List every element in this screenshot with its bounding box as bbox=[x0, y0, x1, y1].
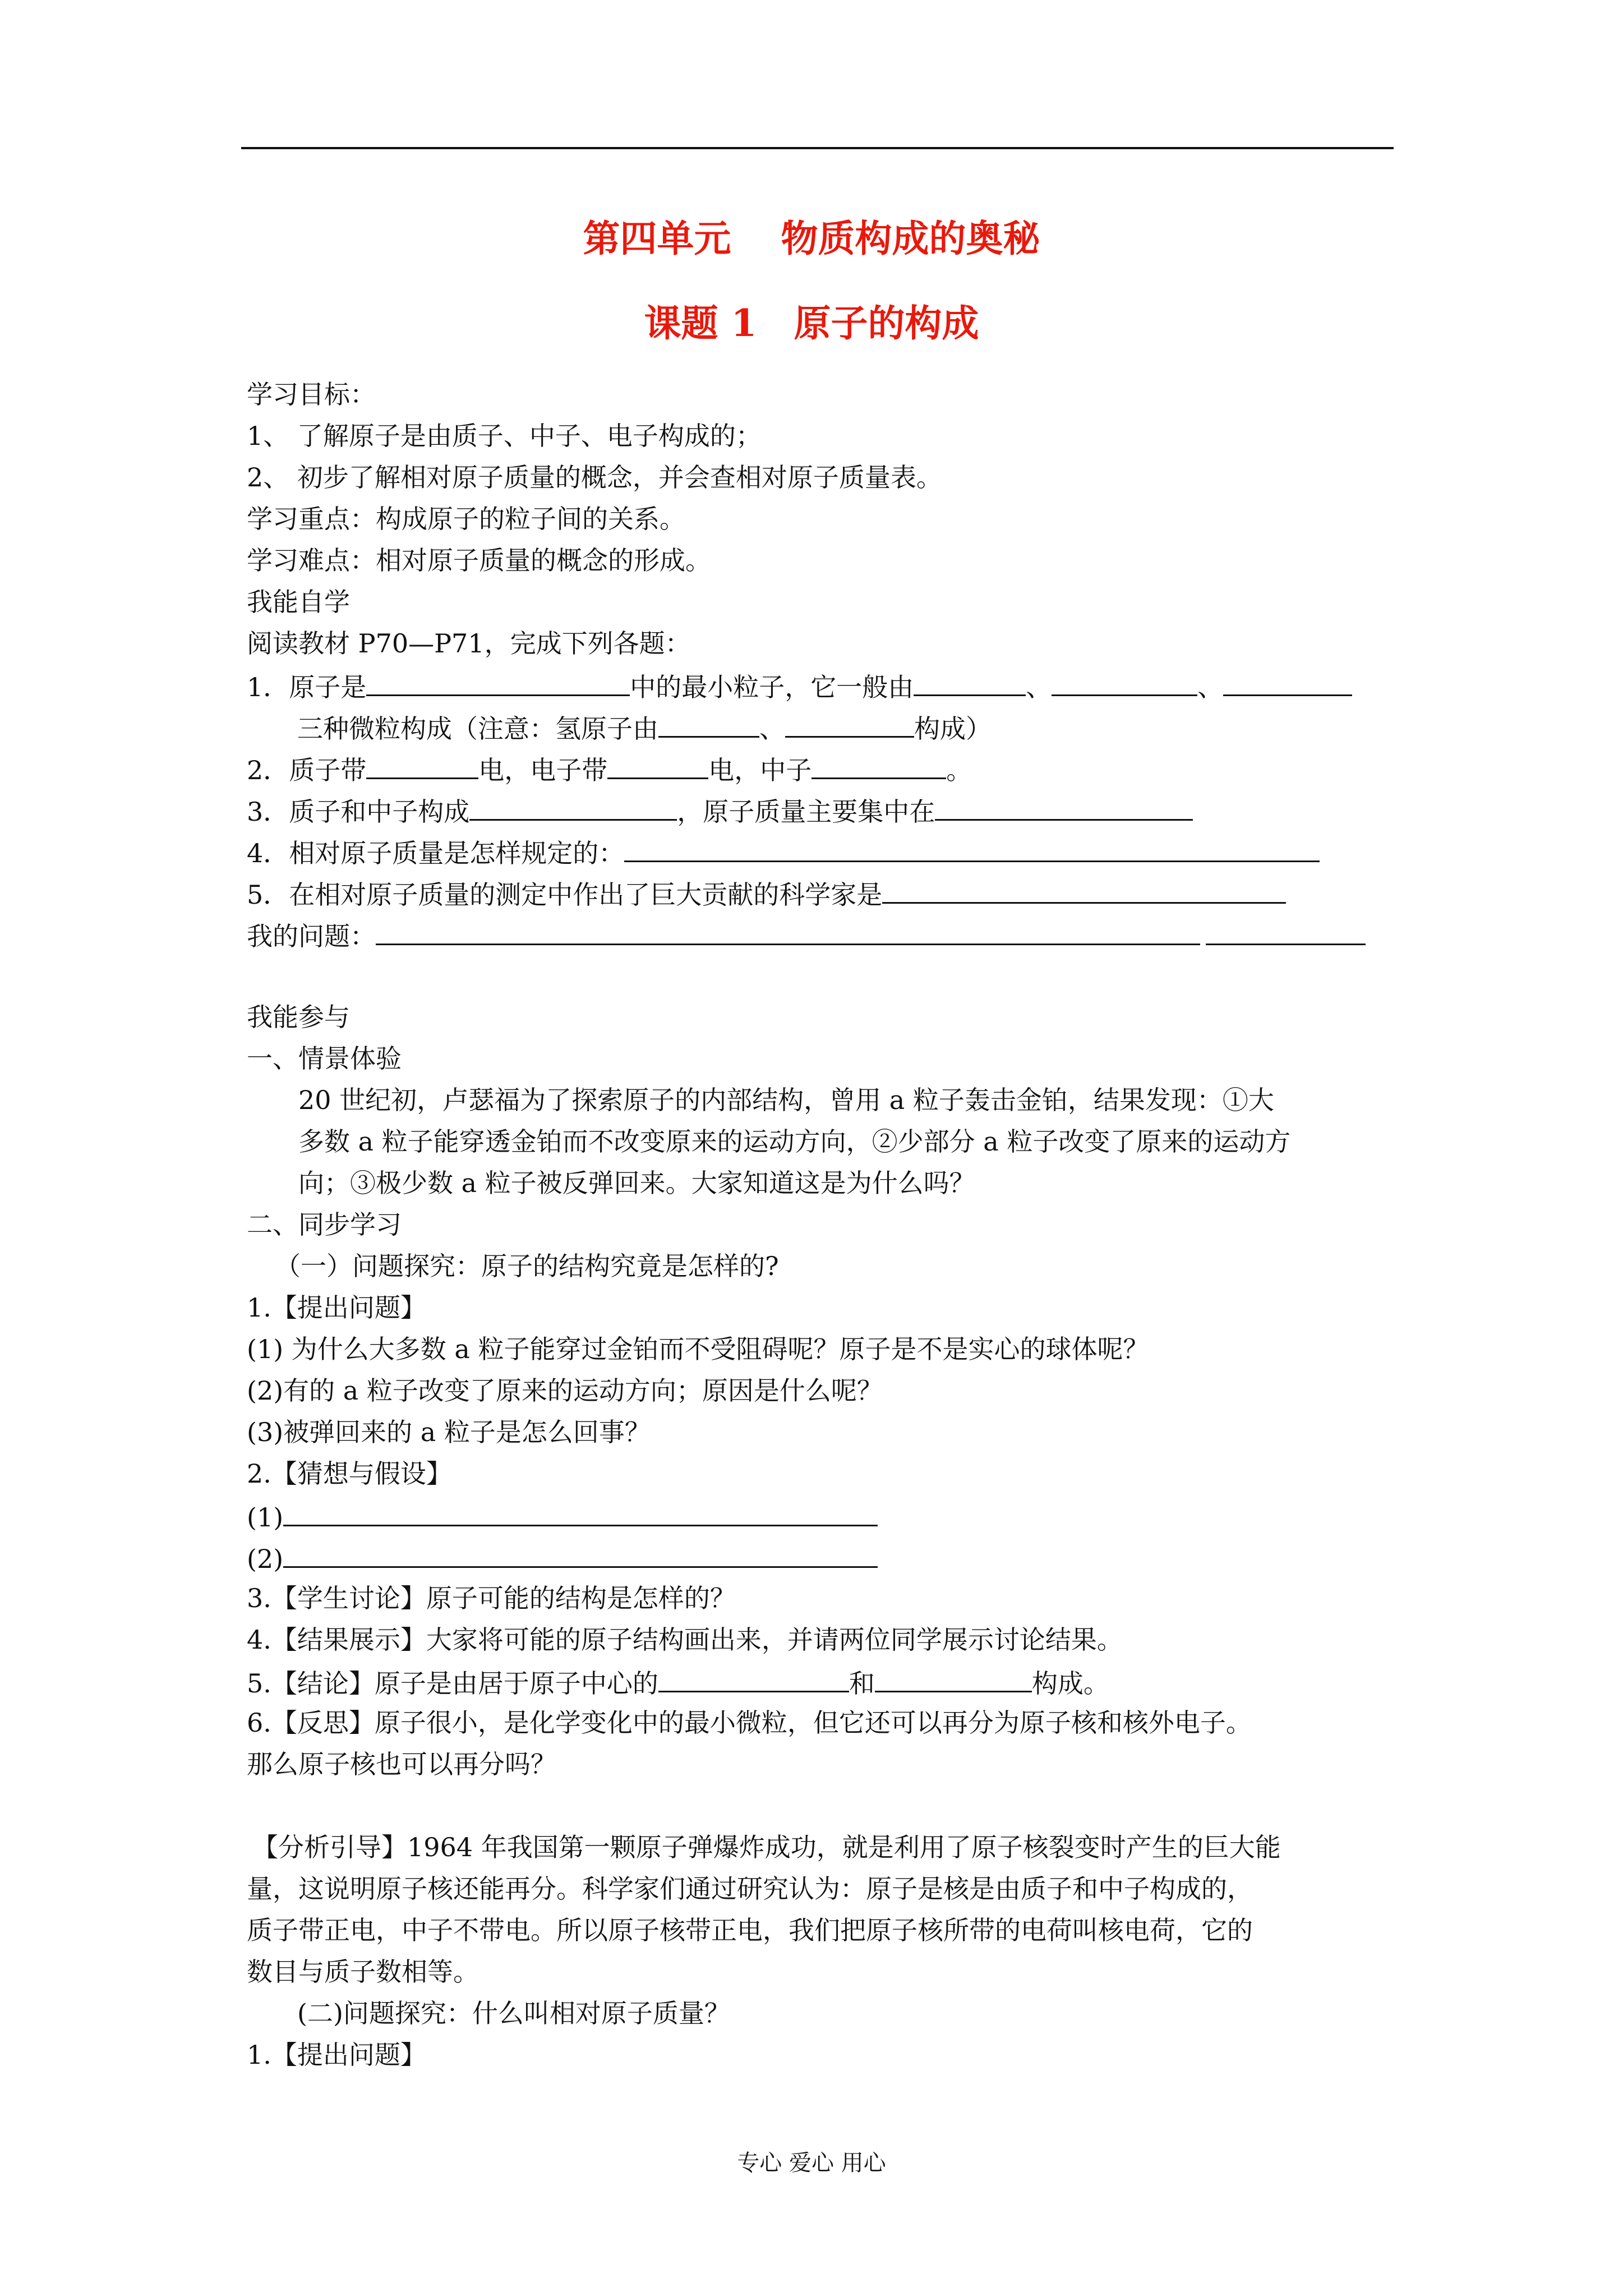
q2-text-a: 2．质子带 bbox=[247, 755, 367, 785]
blank-q1-1[interactable] bbox=[366, 670, 630, 696]
question-2 bbox=[247, 753, 972, 786]
q1-text-c: 、 bbox=[1026, 672, 1052, 702]
unit-title: 第四单元 物质构成的奥秘 bbox=[583, 217, 1040, 260]
q2-text-b: 电，电子带 bbox=[478, 755, 608, 785]
inquiry-2: (二)问题探究：什么叫相对原子质量？ bbox=[297, 1998, 730, 2028]
analysis-line-3: 质子带正电，中子不带电。所以原子核带正电，我们把原子核所带的电荷叫核电荷，它的 bbox=[247, 1915, 1253, 1945]
step-3: 3.【学生讨论】原子可能的结构是怎样的？ bbox=[247, 1583, 736, 1613]
page-footer: 专心 爱心 用心 bbox=[737, 2150, 886, 2176]
q2-text-c: 电，中子 bbox=[708, 755, 812, 785]
difficulty: 学习难点：相对原子质量的概念的形成。 bbox=[247, 545, 711, 576]
question-4 bbox=[247, 836, 1320, 869]
q1-text-b: 中的最小粒子，它一般由 bbox=[630, 672, 914, 702]
question-1-cont bbox=[297, 711, 992, 744]
q4-text-a: 4．相对原子质量是怎样规定的： bbox=[247, 838, 625, 868]
header-rule bbox=[241, 147, 1394, 149]
blank-my-question-2[interactable] bbox=[1206, 919, 1366, 945]
section-sync: 二、同步学习 bbox=[247, 1209, 402, 1240]
q1-text-g: 构成） bbox=[914, 714, 992, 744]
blank-conclusion-1[interactable] bbox=[658, 1666, 849, 1692]
step-5-text-a: 5.【结论】原子是由居于原子中心的 bbox=[247, 1668, 658, 1699]
self-study-heading: 我能自学 bbox=[247, 587, 350, 617]
question-3 bbox=[247, 794, 1193, 827]
q1-text-f: 、 bbox=[759, 714, 785, 744]
step-1b-heading: 1.【提出问题】 bbox=[247, 2040, 426, 2070]
blank-q3-2[interactable] bbox=[935, 794, 1193, 821]
blank-hypothesis-2[interactable] bbox=[283, 1542, 878, 1568]
inquiry-1: （一）问题探究：原子的结构究竟是怎样的? bbox=[275, 1251, 779, 1281]
participate-heading: 我能参与 bbox=[247, 1002, 350, 1032]
blank-q3-1[interactable] bbox=[469, 794, 677, 821]
q3-text-b: ，原子质量主要集中在 bbox=[677, 797, 935, 827]
blank-q2-3[interactable] bbox=[811, 753, 946, 779]
blank-conclusion-2[interactable] bbox=[875, 1666, 1032, 1692]
step-5-text-c: 构成。 bbox=[1031, 1668, 1109, 1699]
question-1 bbox=[247, 670, 1352, 703]
step-6-line-1: 6.【反思】原子很小，是化学变化中的最小微粒，但它还可以再分为原子核和核外电子。 bbox=[247, 1708, 1252, 1738]
hypothesis-2 bbox=[247, 1542, 878, 1575]
q5-text-a: 5．在相对原子质量的测定中作出了巨大贡献的科学家是 bbox=[247, 880, 883, 910]
my-question-label: 我的问题： bbox=[247, 921, 376, 951]
q1-text-e: 三种微粒构成（注意：氢原子由 bbox=[297, 714, 658, 744]
step-1-q3: (3)被弹回来的 a 粒子是怎么回事？ bbox=[247, 1417, 651, 1447]
scene-line-1: 20 世纪初，卢瑟福为了探索原子的内部结构，曾用 a 粒子轰击金铂，结果发现：①大 bbox=[298, 1085, 1274, 1115]
scene-line-3: 向；③极少数 a 粒子被反弹回来。大家知道这是为什么吗？ bbox=[298, 1168, 975, 1198]
analysis-line-1: 【分析引导】1964 年我国第一颗原子弹爆炸成功，就是利用了原子核裂变时产生的巨大能 bbox=[252, 1832, 1281, 1862]
objectives-heading: 学习目标： bbox=[247, 379, 376, 409]
q1-text-d: 、 bbox=[1197, 672, 1224, 702]
step-5 bbox=[247, 1666, 1109, 1699]
hypothesis-1 bbox=[247, 1500, 878, 1533]
section-scene: 一、情景体验 bbox=[247, 1043, 402, 1074]
blank-q1-2[interactable] bbox=[914, 670, 1026, 696]
step-2-heading: 2.【猜想与假设】 bbox=[247, 1458, 452, 1489]
step-1-q1: (1) 为什么大多数 a 粒子能穿过金铂而不受阻碍呢？原子是不是实心的球体呢？ bbox=[247, 1334, 1149, 1364]
blank-q2-2[interactable] bbox=[607, 753, 708, 779]
blank-q2-1[interactable] bbox=[366, 753, 478, 779]
self-study-intro: 阅读教材 P70—P71，完成下列各题： bbox=[247, 628, 691, 659]
step-6-line-2: 那么原子核也可以再分吗？ bbox=[247, 1749, 556, 1779]
objective-1: 1、 了解原子是由质子、中子、电子构成的； bbox=[247, 421, 762, 451]
step-1-heading: 1.【提出问题】 bbox=[247, 1292, 426, 1323]
key-point: 学习重点：构成原子的粒子间的关系。 bbox=[247, 504, 685, 534]
objective-2: 2、 初步了解相对原子质量的概念，并会查相对原子质量表。 bbox=[247, 462, 942, 493]
blank-q5-1[interactable] bbox=[882, 877, 1286, 904]
blank-my-question-1[interactable] bbox=[376, 919, 1200, 945]
analysis-line-4: 数目与质子数相等。 bbox=[247, 1957, 479, 1987]
my-question bbox=[247, 919, 1366, 952]
blank-q1-5[interactable] bbox=[658, 711, 759, 738]
blank-q4-1[interactable] bbox=[624, 836, 1320, 862]
question-5 bbox=[247, 877, 1286, 910]
q2-text-d: 。 bbox=[946, 755, 972, 785]
blank-q1-6[interactable] bbox=[785, 711, 914, 738]
blank-q1-3[interactable] bbox=[1052, 670, 1197, 696]
q3-text-a: 3．质子和中子构成 bbox=[247, 797, 470, 827]
step-4: 4.【结果展示】大家将可能的原子结构画出来，并请两位同学展示讨论结果。 bbox=[247, 1625, 1123, 1655]
blank-q1-4[interactable] bbox=[1223, 670, 1352, 696]
blank-hypothesis-1[interactable] bbox=[283, 1500, 878, 1526]
step-5-text-b: 和 bbox=[849, 1668, 875, 1699]
lesson-title: 课题 1 原子的构成 bbox=[644, 301, 979, 345]
hypothesis-1-label: (1) bbox=[247, 1502, 284, 1533]
analysis-line-2: 量，这说明原子核还能再分。科学家们通过研究认为：原子是核是由质子和中子构成的， bbox=[247, 1874, 1253, 1904]
q1-text-a: 1．原子是 bbox=[247, 672, 367, 702]
scene-line-2: 多数 a 粒子能穿透金铂而不改变原来的运动方向，②少部分 a 粒子改变了原来的运动方 bbox=[298, 1126, 1291, 1157]
hypothesis-2-label: (2) bbox=[247, 1544, 284, 1574]
step-1-q2: (2)有的 a 粒子改变了原来的运动方向；原因是什么呢？ bbox=[247, 1375, 883, 1406]
